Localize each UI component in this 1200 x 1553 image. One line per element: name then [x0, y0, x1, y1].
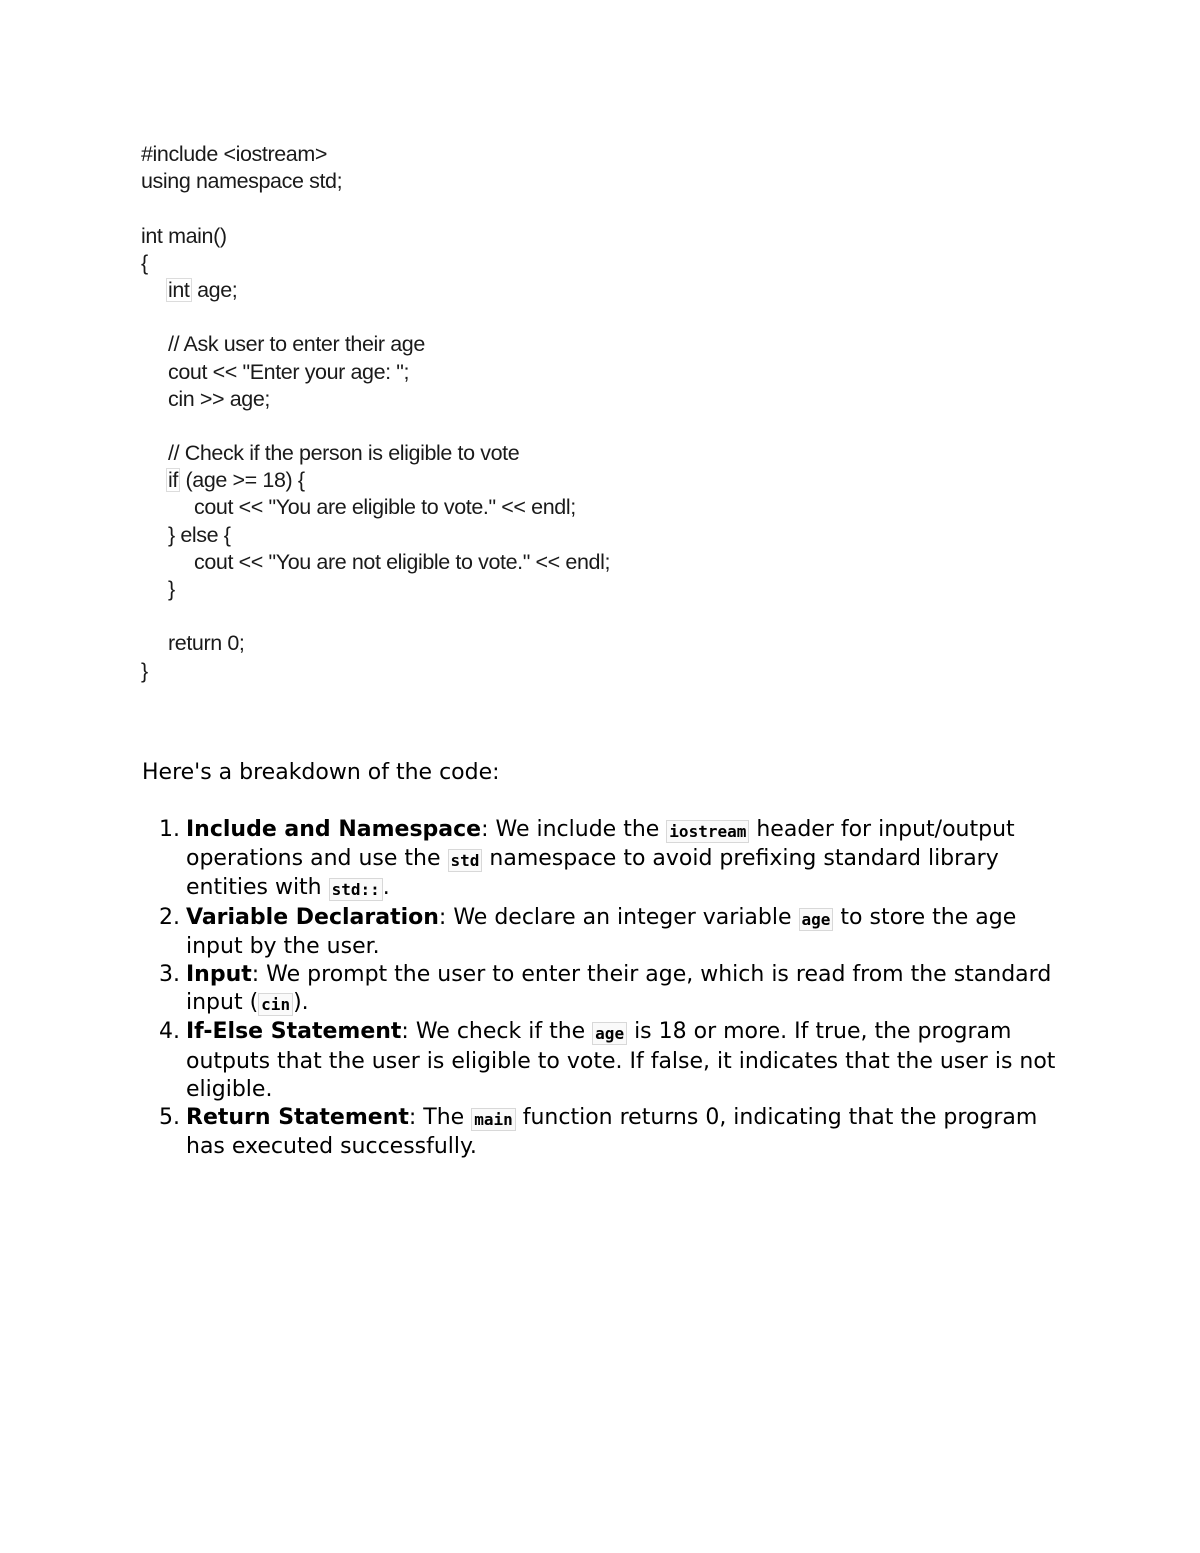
item-number: 4. — [159, 1019, 180, 1045]
inline-code: std:: — [329, 878, 383, 901]
item-text: : We check if the — [401, 1019, 593, 1045]
item-text: : We include the — [481, 817, 667, 842]
list-item — [159, 1104, 1066, 1161]
item-text: header for input/output operations and use the — [186, 817, 1015, 872]
code-text: (age >= 18) { — [179, 468, 305, 493]
keyword-if: if — [168, 468, 178, 493]
code-snippet — [141, 141, 841, 685]
item-number: 5. — [159, 1105, 180, 1131]
item-number: 1. — [159, 817, 180, 842]
code-line-blank — [141, 195, 841, 222]
code-line: cin >> age; — [168, 386, 270, 411]
code-line-blank — [141, 413, 841, 440]
list-item — [159, 1018, 1066, 1104]
item-text: namespace to avoid prefixing standard library entities with — [186, 846, 999, 901]
code-line: cout << "Enter your age: "; — [168, 359, 410, 384]
inline-code: main — [471, 1108, 516, 1131]
code-text: age; — [191, 277, 238, 302]
code-line: } — [141, 658, 148, 683]
code-comment: // Ask user to enter their age — [168, 332, 425, 357]
breakdown-heading: Here's a breakdown of the code: — [142, 760, 500, 785]
list-item — [159, 904, 1066, 961]
code-line: int main() — [141, 223, 227, 248]
code-line: using namespace std; — [141, 169, 343, 194]
inline-code: std — [448, 849, 483, 872]
code-line: } else { — [168, 522, 231, 547]
item-number: 2. — [159, 904, 180, 930]
code-comment: // Check if the person is eligible to vote — [168, 441, 520, 466]
code-line: cout << "You are eligible to vote." << endl; — [194, 495, 576, 520]
list-item — [159, 816, 1066, 904]
code-line-blank — [141, 304, 841, 331]
code-line — [141, 277, 841, 304]
code-line: } — [168, 577, 175, 601]
item-title: Variable Declaration — [186, 904, 439, 930]
inline-code: age — [592, 1022, 627, 1045]
item-text: . — [382, 875, 390, 901]
inline-code: age — [799, 908, 834, 931]
item-text: to store the age input by the user. — [186, 904, 1017, 959]
code-line — [141, 467, 841, 494]
item-number: 3. — [159, 962, 180, 988]
breakdown-list — [159, 816, 1066, 1161]
code-line: { — [141, 250, 148, 275]
item-title: Input — [186, 962, 252, 988]
list-item — [159, 961, 1066, 1018]
item-text: : We declare an integer variable — [438, 904, 799, 930]
code-line-blank — [141, 603, 841, 630]
item-text: : The — [408, 1105, 472, 1131]
keyword-int: int — [168, 277, 190, 302]
item-title: If-Else Statement — [186, 1019, 402, 1045]
item-text: ). — [293, 990, 309, 1016]
item-text: function returns 0, indicating that the program has executed successfully. — [186, 1105, 1038, 1160]
inline-code: cin — [258, 993, 293, 1016]
item-title: Return Statement — [186, 1105, 409, 1131]
item-text: : We prompt the user to enter their age, which is read from the standard input ( — [186, 962, 1052, 1016]
item-text: is 18 or more. If true, the program outputs that the user is eligible to vote. If false, it indicates that the user is not eligible. — [186, 1019, 1056, 1102]
inline-code: iostream — [666, 820, 749, 843]
code-line: cout << "You are not eligible to vote." << endl; — [194, 549, 611, 574]
code-line: #include <iostream> — [141, 142, 328, 166]
code-line: return 0; — [168, 631, 245, 656]
item-title: Include and Namespace — [186, 817, 482, 842]
